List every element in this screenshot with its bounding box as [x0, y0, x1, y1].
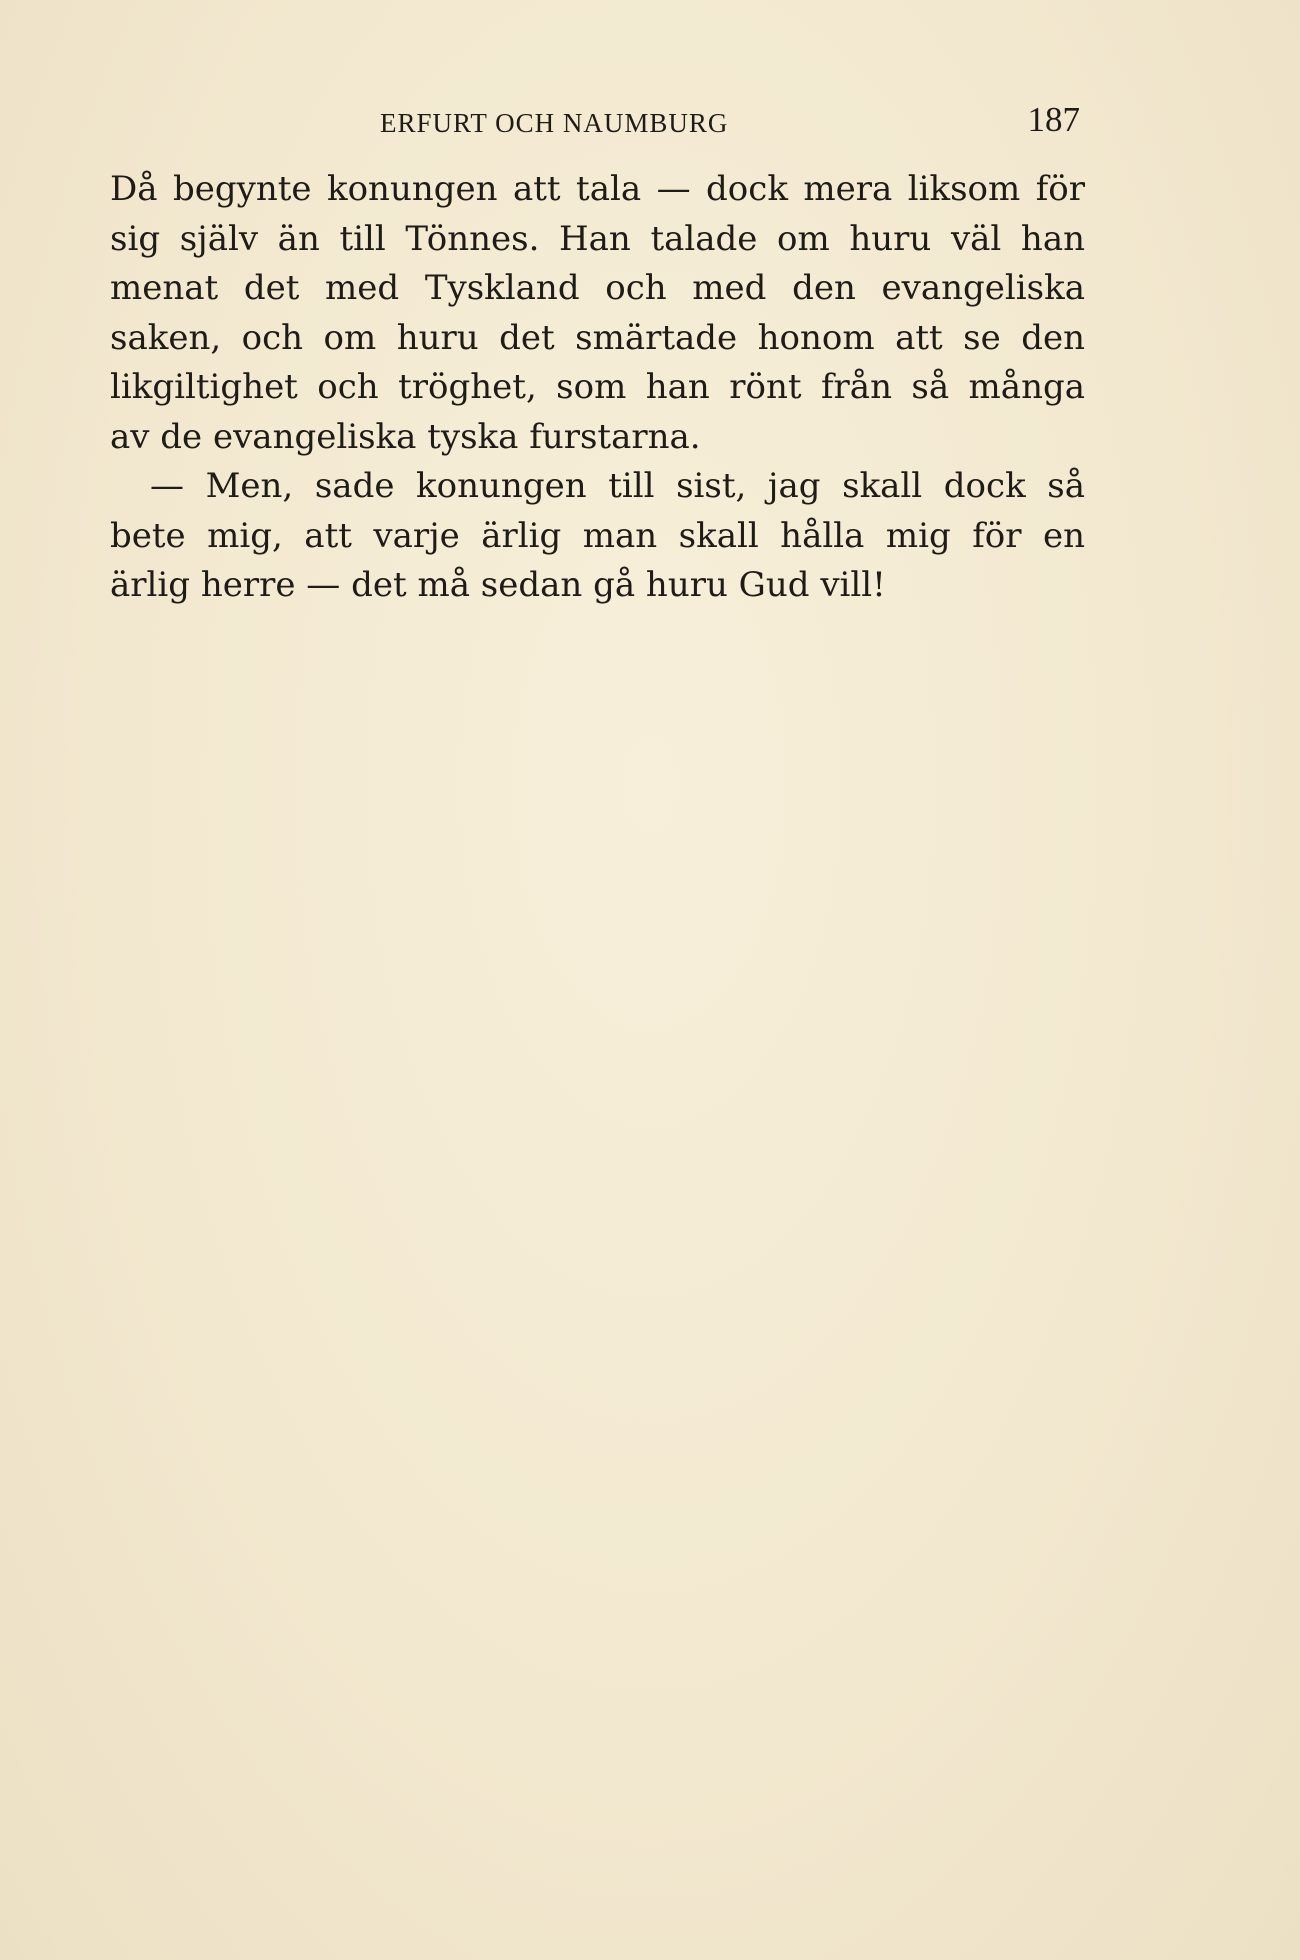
text-line: bete mig, att varje ärlig man skall hålla mig för en	[110, 515, 1085, 556]
text-line: ärlig herre — det må sedan gå huru Gud vill!	[110, 565, 886, 605]
text-line: likgiltighet och tröghet, som han rönt från så många	[110, 367, 1085, 407]
body-text	[110, 165, 1085, 611]
page-number: 187	[1027, 100, 1080, 139]
paragraph-2	[110, 462, 1085, 611]
text-line: sig själv än till Tönnes. Han talade om huru väl han	[110, 218, 1085, 259]
text-line: — Men, sade konungen till sist, jag skall dock så	[150, 466, 1085, 506]
running-title: ERFURT OCH NAUMBURG	[380, 108, 729, 138]
text-line: av de evangeliska tyska furstarna.	[110, 416, 701, 457]
text-line: Då begynte konungen att tala — dock mera liksom för	[110, 169, 1085, 209]
text-line: menat det med Tyskland och med den evangeliska	[110, 268, 1085, 308]
page-header	[110, 98, 1085, 148]
paragraph-1	[110, 165, 1085, 462]
text-line: saken, och om huru det smärtade honom att se den	[110, 317, 1085, 358]
